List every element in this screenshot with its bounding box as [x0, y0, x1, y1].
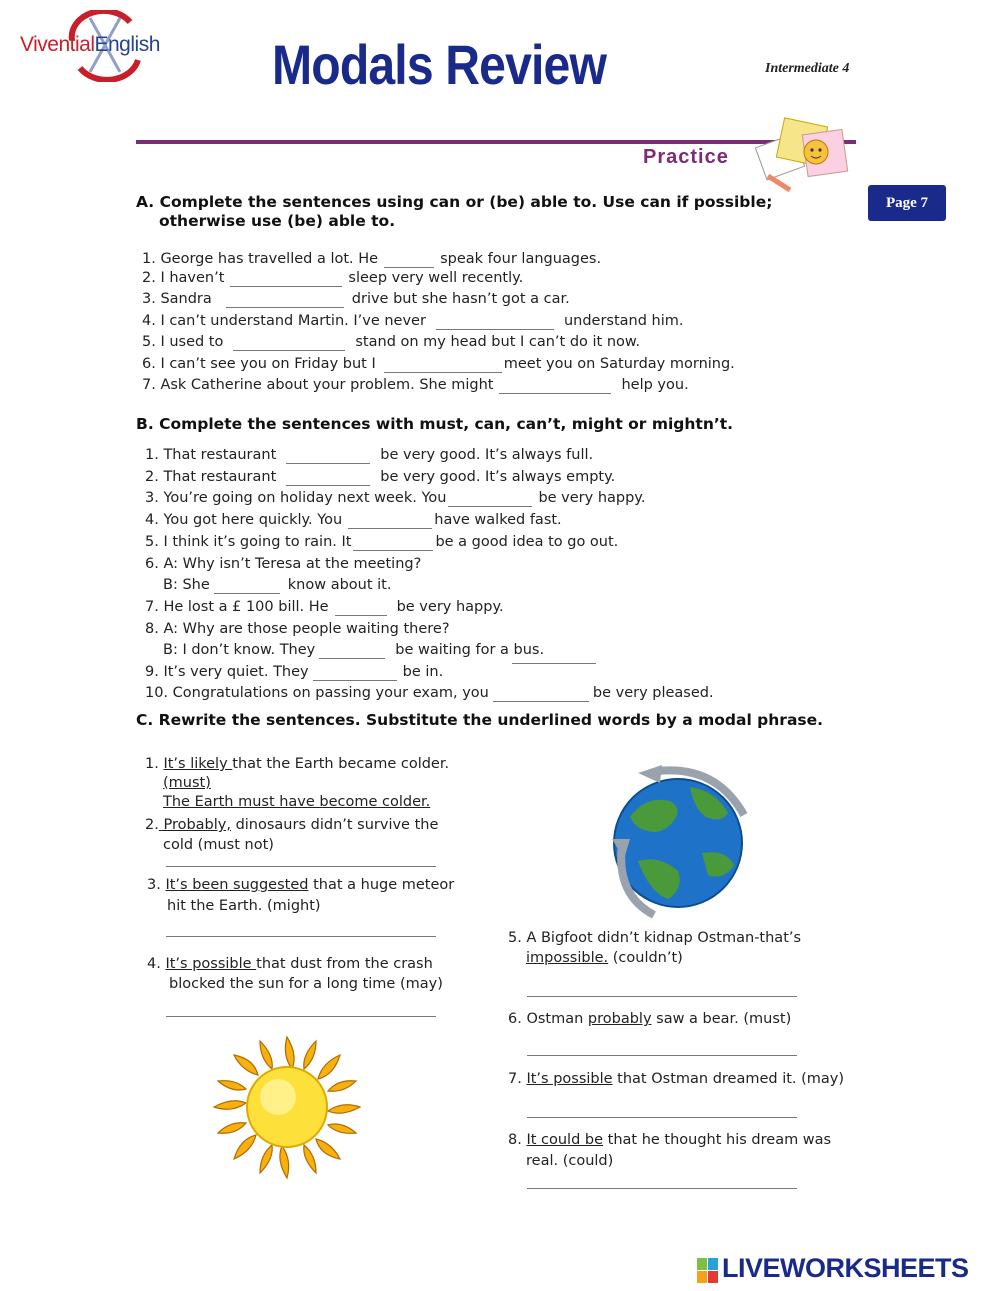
section-b-item-1: 1. That restaurant be very good. It’s always full.	[145, 447, 594, 463]
section-c-item-8: 8. It could be that he thought his dream was	[508, 1132, 832, 1148]
sun-icon	[212, 1035, 362, 1180]
section-c-item-3: 3. It’s been suggested that a huge meteor	[147, 877, 455, 893]
stray-blank-line	[512, 663, 596, 664]
section-c-item-4: 4. It’s possible that dust from the crash	[147, 956, 433, 972]
answer-input-c3[interactable]	[166, 920, 436, 937]
section-b-item-4: 4. You got here quickly. You have walked fast.	[145, 512, 562, 528]
answer-input-a3[interactable]	[226, 291, 344, 308]
section-c-item-1: 1. It’s likely that the Earth became colder.	[145, 756, 450, 772]
section-b-item-8b: B: I don’t know. They be waiting for a bus.	[163, 642, 545, 658]
brand-logo-text: ViventialEnglish	[20, 33, 160, 56]
answer-input-b2[interactable]	[286, 469, 370, 486]
level-label: Intermediate 4	[765, 61, 850, 76]
section-c-item-5: 5. A Bigfoot didn’t kidnap Ostman-that’s	[508, 930, 802, 946]
answer-input-b5[interactable]	[353, 534, 433, 551]
section-c-item-7: 7. It’s possible that Ostman dreamed it. (may)	[508, 1071, 845, 1087]
answer-input-a2[interactable]	[230, 270, 342, 287]
section-a-item-6: 6. I can’t see you on Friday but I meet you on Saturday morning.	[142, 356, 735, 372]
answer-input-c8[interactable]	[527, 1172, 797, 1189]
section-b-item-7: 7. He lost a £ 100 bill. He be very happy.	[145, 599, 504, 615]
liveworksheets-logo-icon	[697, 1258, 719, 1284]
answer-input-a7[interactable]	[499, 377, 611, 394]
answer-input-a6[interactable]	[384, 356, 502, 373]
answer-input-b4[interactable]	[348, 512, 432, 529]
section-c-item-2-line-2: cold (must not)	[163, 837, 274, 853]
answer-input-c2[interactable]	[166, 850, 436, 867]
answer-input-c5[interactable]	[527, 980, 797, 997]
section-a-item-1: 1. George has travelled a lot. He speak four languages.	[142, 251, 602, 267]
practice-label: Practice	[643, 146, 729, 168]
section-c-item-1-hint: (must)	[163, 775, 211, 791]
page-title: Modals Review	[272, 33, 607, 96]
section-a-item-5: 5. I used to stand on my head but I can’t do it now.	[142, 334, 641, 350]
practice-illustration-icon	[750, 110, 860, 196]
section-c-item-1-example: The Earth must have become colder.	[163, 794, 431, 810]
answer-input-b7[interactable]	[335, 599, 387, 616]
section-b-item-8a: 8. A: Why are those people waiting there?	[145, 621, 450, 637]
section-c-item-6: 6. Ostman probably saw a bear. (must)	[508, 1011, 792, 1027]
earth-icon	[598, 765, 758, 920]
section-a-item-3: 3. Sandra drive but she hasn’t got a car.	[142, 291, 570, 307]
answer-input-a1[interactable]	[384, 251, 434, 268]
section-c-item-8-line-2: real. (could)	[526, 1153, 614, 1169]
answer-input-c7[interactable]	[527, 1101, 797, 1118]
answer-input-b1[interactable]	[286, 447, 370, 464]
section-b-item-2: 2. That restaurant be very good. It’s always empty.	[145, 469, 616, 485]
answer-input-b3[interactable]	[448, 490, 532, 507]
section-a-instruction-line-2: otherwise use (be) able to.	[159, 212, 396, 230]
answer-input-b6[interactable]	[214, 577, 280, 594]
answer-input-b9[interactable]	[313, 664, 397, 681]
section-a-instruction	[136, 193, 772, 231]
section-a-item-4: 4. I can’t understand Martin. I’ve never understand him.	[142, 313, 684, 329]
section-c-item-4-line-2: blocked the sun for a long time (may)	[169, 976, 443, 992]
section-b-instruction: B. Complete the sentences with must, can, can’t, might or mightn’t.	[136, 415, 734, 433]
footer-brand: LIVEWORKSHEETS	[722, 1253, 969, 1283]
section-c-item-3-line-2: hit the Earth. (might)	[167, 898, 321, 914]
answer-input-a5[interactable]	[233, 334, 345, 351]
answer-input-b8[interactable]	[319, 642, 385, 659]
section-b-item-6b: B: She know about it.	[163, 577, 392, 593]
section-b-item-6a: 6. A: Why isn’t Teresa at the meeting?	[145, 556, 422, 572]
answer-input-c4[interactable]	[166, 1000, 436, 1017]
section-b-item-10: 10. Congratulations on passing your exam, you be very pleased.	[145, 685, 714, 701]
section-a-instruction-line-1: A. Complete the sentences using can or (be) able to. Use can if possible;	[136, 193, 773, 211]
section-b-item-3: 3. You’re going on holiday next week. You be very happy.	[145, 490, 646, 506]
section-c-item-2: 2. Probably, dinosaurs didn’t survive the	[145, 817, 439, 833]
section-c-instruction: C. Rewrite the sentences. Substitute the underlined words by a modal phrase.	[136, 711, 824, 729]
section-c-item-5-line-2: impossible. (couldn’t)	[526, 950, 683, 966]
header-divider	[136, 140, 856, 144]
answer-input-a4[interactable]	[436, 313, 554, 330]
answer-input-b10[interactable]	[493, 685, 589, 702]
section-a-item-7: 7. Ask Catherine about your problem. She might help you.	[142, 377, 689, 393]
section-b-item-5: 5. I think it’s going to rain. It be a good idea to go out.	[145, 534, 619, 550]
answer-input-c6[interactable]	[527, 1039, 797, 1056]
section-b-item-9: 9. It’s very quiet. They be in.	[145, 664, 444, 680]
page-7-button[interactable]: Page 7	[868, 185, 946, 221]
section-a-item-2: 2. I haven’t sleep very well recently.	[142, 270, 524, 286]
